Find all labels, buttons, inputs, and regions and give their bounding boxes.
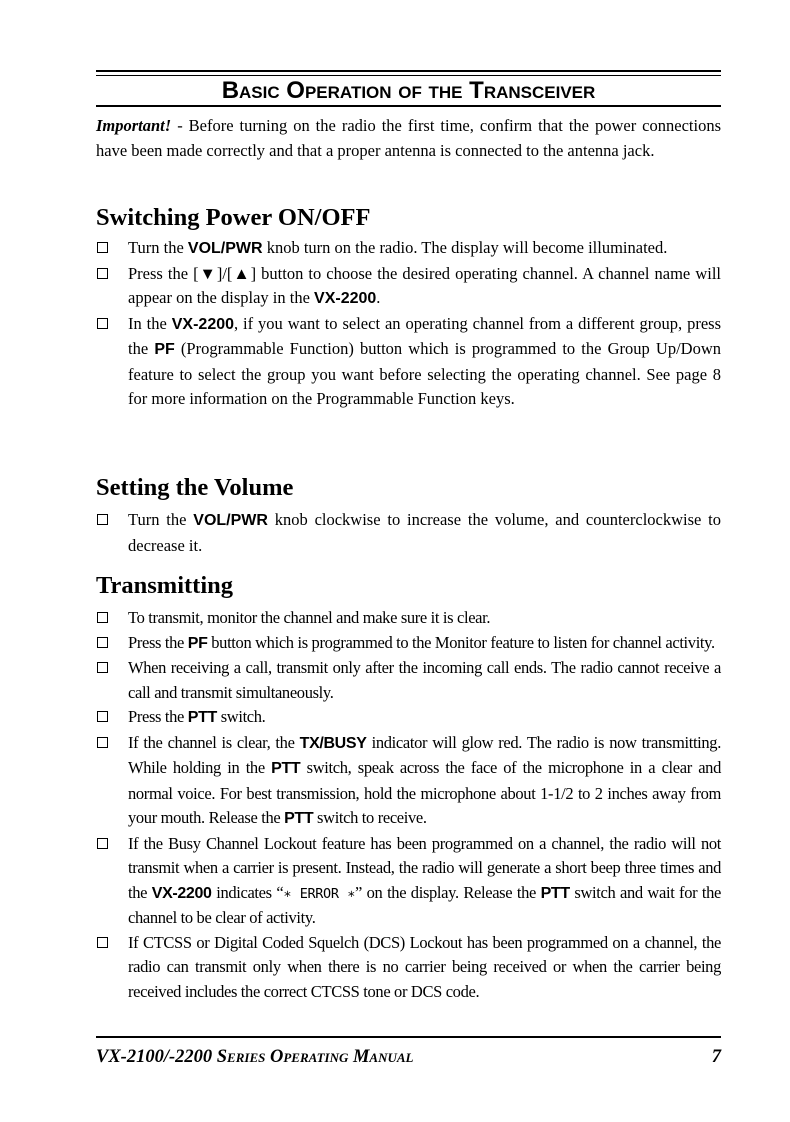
list-item-text: Turn the: [128, 510, 194, 529]
list-item-text: button which is programmed to the Monitor feature to listen for channel activity.: [207, 632, 715, 652]
manual-page: [96, 0, 721, 1122]
list-item: [96, 656, 721, 705]
control-name: VX-2200: [171, 315, 235, 333]
checkbox-bullet-icon: [97, 514, 108, 525]
list-item: [96, 631, 721, 657]
list-item: [96, 931, 721, 1005]
intro-paragraph: [96, 114, 721, 163]
control-name: PTT: [284, 810, 314, 827]
control-name: PTT: [187, 709, 217, 726]
control-name: VOL/PWR: [187, 240, 263, 257]
list-item-text: knob turn on the radio. The display will become illuminated.: [262, 238, 668, 257]
section-heading-power: Switching Power ON/OFF: [96, 204, 371, 231]
checkbox-bullet-icon: [97, 318, 108, 329]
control-name: VOL/PWR: [193, 512, 268, 529]
volume-steps-list: [96, 508, 721, 558]
title-underline: [96, 105, 721, 107]
section-heading-transmitting: Transmitting: [96, 572, 234, 599]
chapter-title: Basic Operation of the Transceiver: [221, 77, 596, 104]
list-item: [96, 705, 721, 731]
list-item-text: ” on the display. Release the: [355, 882, 541, 902]
control-name: PTT: [540, 884, 570, 902]
checkbox-bullet-icon: [97, 612, 108, 623]
checkbox-bullet-icon: [97, 637, 108, 648]
list-item: [96, 508, 721, 558]
list-item: [96, 262, 721, 312]
intro-text: - Before turning on the radio the first time, confirm that the power connections have been made correctly and that a proper antenna is connected to the antenna jack.: [96, 116, 721, 160]
list-item-text: If the channel is clear, the: [128, 732, 300, 752]
important-label: Important!: [96, 116, 172, 135]
transmit-steps-list: [96, 606, 721, 1004]
control-name: PTT: [271, 760, 301, 777]
list-item-text: Press the: [128, 632, 188, 652]
control-name: TX/BUSY: [299, 734, 367, 752]
checkbox-bullet-icon: [97, 737, 108, 748]
display-readout: ∗ ERROR ∗: [283, 885, 356, 902]
list-item-text: Press the: [128, 707, 188, 726]
page-footer: [96, 1043, 721, 1071]
page-number: 7: [711, 1047, 721, 1067]
list-item-text: In the: [128, 313, 172, 333]
checkbox-bullet-icon: [97, 662, 108, 673]
list-item-text: indicator will glow red. The radio is now transmitting. While holding in the: [128, 732, 721, 777]
list-item-text: switch to receive.: [313, 808, 427, 827]
list-item-text: switch.: [216, 707, 266, 726]
list-item-text: When receiving a call, transmit only after the incoming call ends. The radio cannot receive a call and transmit simultaneously.: [128, 658, 721, 702]
list-item-text: switch and wait for the channel to be clear of activity.: [128, 882, 721, 927]
control-name: PF: [154, 341, 175, 358]
control-name: PF: [187, 634, 208, 652]
list-item-text: (Programmable Function) button which is programmed to the Group Up/Down feature to select the group you want before selecting the operating channel. See page 8 for more information on the Programmable Function keys.: [128, 339, 721, 408]
checkbox-bullet-icon: [97, 711, 108, 722]
list-item: [96, 236, 721, 262]
list-item-text: switch, speak across the face of the microphone in a clear and normal voice. For best transmission, hold the microphone about 1-1/2 to 2 inches away from your mouth. Release the: [128, 758, 721, 827]
power-steps-list: [96, 236, 721, 412]
list-item: [96, 731, 721, 832]
list-item-text: Turn the: [128, 238, 188, 257]
list-item: [96, 312, 721, 412]
checkbox-bullet-icon: [97, 937, 108, 948]
checkbox-bullet-icon: [97, 242, 108, 253]
list-item: [96, 606, 721, 631]
section-heading-volume: Setting the Volume: [96, 474, 294, 501]
footer-rule: [96, 1036, 721, 1038]
list-item-text: If CTCSS or Digital Coded Squelch (DCS) Lockout has been programmed on a channel, the radio can transmit only when there is no carrier being received or when the carrier being received includes the correct CTCSS tone or DCS code.: [128, 932, 721, 1001]
list-item: [96, 832, 721, 931]
list-item-text: To transmit, monitor the channel and make sure it is clear.: [128, 608, 491, 627]
list-item-text: indicates “: [211, 882, 284, 902]
list-item-text: If the Busy Channel Lockout feature has been programmed on a channel, the radio will not transmit when a carrier is present. Instead, the radio will generate a short beep three times and the: [128, 833, 721, 902]
control-name: VX-2200: [151, 884, 212, 902]
list-item-text: , if you want to select an operating channel from a different group, press the: [128, 313, 721, 358]
list-item-text: knob clockwise to increase the volume, and counterclockwise to decrease it.: [128, 510, 721, 555]
list-item-text: Press the [▼]/[▲] button to choose the desired operating channel. A channel name will appear on the display in the: [128, 263, 721, 307]
list-item-text: .: [376, 288, 381, 307]
control-name: VX-2200: [314, 290, 377, 307]
checkbox-bullet-icon: [97, 268, 108, 279]
checkbox-bullet-icon: [97, 838, 108, 849]
manual-title: VX-2100/-2200 Series Operating Manual: [96, 1047, 414, 1067]
top-rule: [96, 70, 721, 72]
